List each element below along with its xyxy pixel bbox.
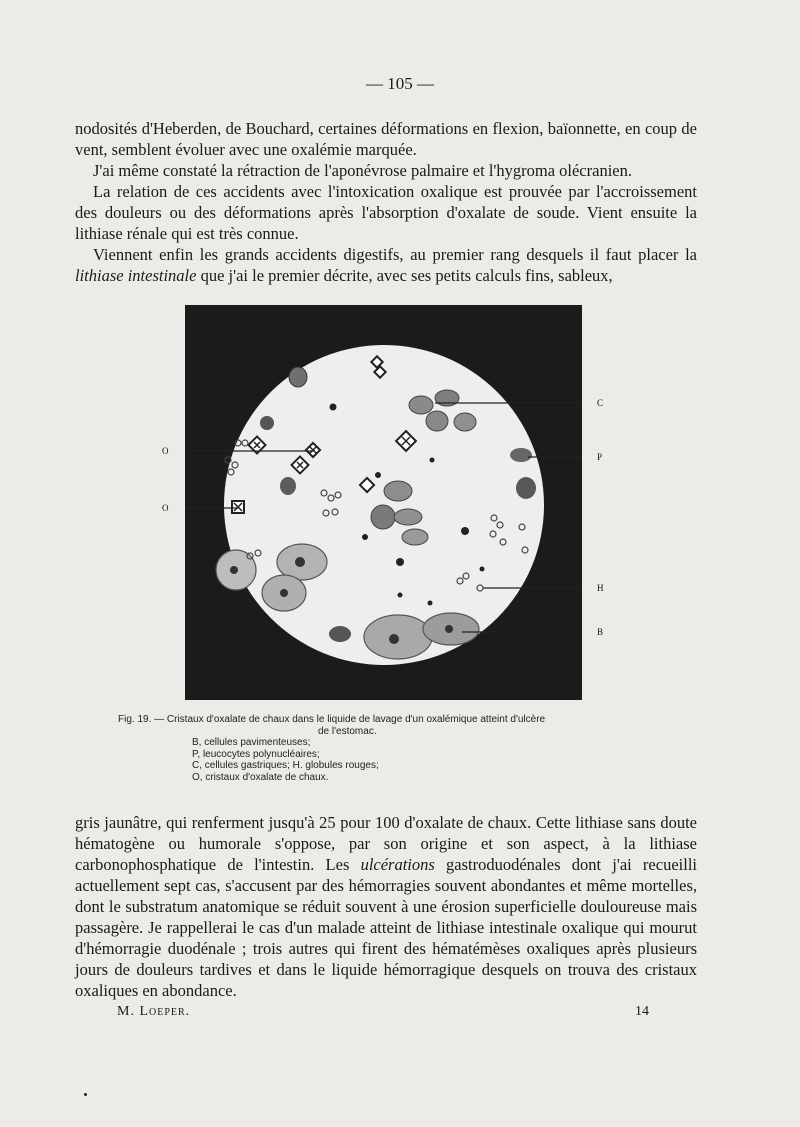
gastric-cell [394, 509, 422, 525]
leucocyte [510, 448, 532, 462]
label-b: B [597, 627, 604, 637]
gastric-cell [409, 396, 433, 414]
paragraph-5-end: gastroduodénales dont j'ai recueilli actuellement sept cas, s'accusent par des hémorragies souvent abondantes et même mortelles, dont le substratum anatomique se réduit souvent à une érosion superficielle douloureuse mais passagère. Je rappellerai le cas d'un malade atteint de lithiase intestinale oxalique qui mourut d'hémorragie duodénale ; trois autres qui firent des hématémèses oxaliques après plusieurs jours de douleurs tardives et dans le liquide hémorragique desquels on trouva des cristaux oxaliques en abondance. [75, 855, 697, 1000]
leucocyte [329, 626, 351, 642]
leucocyte [289, 367, 307, 387]
cell-nucleus [280, 589, 288, 597]
paragraph-1: nodosités d'Heberden, de Bouchard, certaines déformations en flexion, baïonnette, en coup de vent, semblent évoluer avec une oxalémie marquée. [75, 119, 697, 159]
caption-line-3: B, cellules pavimenteuses; [192, 737, 311, 748]
gastric-cell [371, 505, 395, 529]
paragraph-5-start: gris jaunâtre, qui renferment jusqu'à 25 pour 100 d'oxalate de chaux. Cette lithiase sans doute hématogène ou humorale s'oppose, par son origine et son aspect, à la lithiase carbonophosphatique de l'intestin. Les [75, 813, 697, 874]
label-p: P [597, 452, 603, 462]
cell-nucleus [445, 625, 453, 633]
label-o-2: O [162, 503, 169, 513]
author-footer: M. Loeper. [117, 1004, 191, 1019]
paragraph-2 [75, 160, 697, 181]
micrograph-figure [150, 305, 620, 705]
leucocyte [280, 477, 296, 495]
paragraph-4-start: Viennent enfin les grands accidents digestifs, au premier rang desquels il faut placer la [93, 245, 697, 264]
figure-caption [118, 714, 678, 783]
paragraph-3-text: La relation de ces accidents avec l'intoxication oxalique est prouvée par l'accroissement des douleurs ou des déformations après l'absorption d'oxalate de soude. Vient ensuite la lithiase rénale qui est très connue. [75, 182, 697, 243]
caption-line-6: O, cristaux d'oxalate de chaux. [192, 771, 329, 783]
paragraph-4 [75, 244, 697, 286]
paragraph-4-italic: lithiase intestinale [75, 266, 197, 285]
stray-dot [84, 1093, 87, 1096]
label-h: H [597, 583, 604, 593]
label-o-1: O [162, 446, 169, 456]
cell-nucleus [230, 566, 238, 574]
paragraph-5 [75, 812, 697, 1001]
gastric-cell [454, 413, 476, 431]
gastric-cell [384, 481, 412, 501]
paragraph-5-italic: ulcérations [360, 855, 435, 874]
cell-nucleus [295, 557, 305, 567]
page-number: — 105 — [366, 74, 434, 93]
signature-mark: 14 [635, 1004, 649, 1019]
gastric-cell [426, 411, 448, 431]
label-c: C [597, 398, 604, 408]
paragraph-3 [75, 181, 697, 244]
leucocyte [516, 477, 536, 499]
caption-line-4: P, leucocytes polynucléaires; [192, 748, 320, 760]
paragraph-4-end: que j'ai le premier décrite, avec ses petits calculs fins, sableux, [196, 266, 613, 285]
cell-nucleus [389, 634, 399, 644]
gastric-cell [402, 529, 428, 545]
caption-line-1: Fig. 19. — Cristaux d'oxalate de chaux dans le liquide de lavage d'un oxalémique atteint d'ulcère [118, 714, 546, 725]
caption-line-2: de l'estomac. [318, 725, 377, 737]
leucocyte [260, 416, 274, 430]
caption-line-5: C, cellules gastriques; H. globules rouges; [192, 760, 379, 771]
paragraph-2-text: J'ai même constaté la rétraction de l'aponévrose palmaire et l'hygroma olécranien. [93, 161, 632, 180]
